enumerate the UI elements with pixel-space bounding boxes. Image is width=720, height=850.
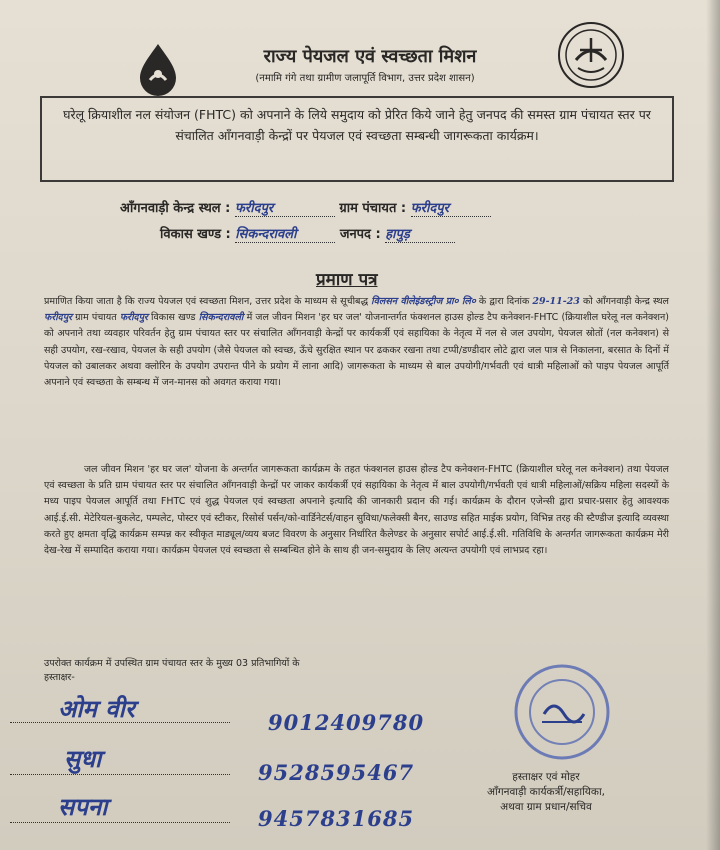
centre2-value: फरीदपुर — [44, 312, 72, 324]
gp2-value: फरीदपुर — [119, 312, 148, 324]
signatory-line-1: हस्ताक्षर एवं मोहर — [512, 771, 580, 783]
certificate-paragraph-1 — [44, 294, 669, 391]
block-field — [160, 224, 455, 243]
signatory-block — [436, 770, 656, 815]
page-edge-shadow — [706, 0, 720, 850]
para1-text-f: में जल जीवन मिशन 'हर घर जल' योजनान्तर्गत फंक्शनल हाउस होल्ड टैप कनेक्शन-FHTC (क्रियाशील घरेलू नल कनेक्शन) को अपनाने तथा व्यवहार परिवर्तन हेतु ग्राम पंचायत स्तर पर संचालित आँगनवाड़ी केन्द्रों पर कार्यकर्त्री एवं सहायिका के नेतृत्व में नल से जल उपयोग, पेयजल स्रोतों (नल कनेक्शन) से सही उपयोग, रख-रखाव, पेयजल के सही उपयोग (जैसे पेयजल को स्वच्छ, ऊँचे सुरक्षित स्थान पर ढककर रखना तथा टप्पी/डण्डीदार लोटे द्वारा जल पात्र से निकालना, बरसात के दिनों में पेयजल को उबालकर अथवा क्लोरिन के उपयोग उपरान्त पीने के प्रयोग में लाना आदि) जागरूकता के माध्यम से बाल उपयोगी/गर्भवती एवं धात्री महिलाओं को पाइप पेयजल आपूर्ति अपनाने एवं स्वच्छता के सम्बन्ध में जन-मानस को अवगत कराया गया। — [44, 312, 669, 389]
agency-value: विलसन वीलेइंडस्ट्रीज प्रा० लि० — [371, 296, 476, 307]
gp-value: फरीदपुर — [411, 198, 491, 217]
participants-intro-text: उपरोक्त कार्यक्रम में उपस्थित ग्राम पंचायत स्तर के मुख्य 03 प्रतिभागियों के — [44, 658, 300, 669]
signatory-line-2: आँगनवाड़ी कार्यकर्त्री/सहायिका, — [486, 786, 606, 798]
participants-sign-label: हस्ताक्षर- — [44, 672, 75, 683]
subject-text: घरेलू क्रियाशील नल संयोजन (FHTC) को अपनाने के लिये समुदाय को प्रेरित किये जाने हेतु जनपद की समस्त ग्राम पंचायत स्तर पर संचालित आँगनवाड़ी केन्द्रों पर पेयजल एवं स्वच्छता सम्बन्धी जागरूकता कार्यक्रम। — [63, 107, 651, 143]
certificate-paragraph-2: जल जीवन मिशन 'हर घर जल' योजना के अन्तर्गत जागरूकता कार्यक्रम के तहत फंक्शनल हाउस होल्ड टैप कनेक्शन-FHTC (क्रियाशील घरेलू नल कनेक्शन) तथा पेयजल एवं स्वच्छता के प्रति ग्राम पंचायत स्तर पर संचालित आँगनवाड़ी केन्द्रों पर जाकर कार्यकर्त्री एवं सहायिका के नेतृत्व में बाल उपयोगी/गर्भवती एवं धात्री महिलाओं/सक्रिय महिला सदस्यों के मध्य पाइप पेयजल आपूर्ति तथा FHTC एवं शुद्ध पेयजल एवं स्वच्छता अपनाने इत्यादि की जानकारी प्रदान की गई। कार्यक्रम के दौरान एजेन्सी द्वारा प्रचार-प्रसार हेतु आवश्यक आई.ई.सी. मेटेरियल-बुकलेट, पम्पलेट, पोस्टर एवं स्टीकर, रिसोर्स पर्सन/को-वार्डिनेटर्स/वाहन सुविधा/फलेक्सी बैनर, साउण्ड सहित माईक प्रयोग, विभिन्न तरह की स्टैण्डीज इत्यादि व्यवस्था करते हुए क्षमता वृद्धि कार्यक्रम सम्पन्न कर स्वीकृत माड्यूल/व्यय बजट विवरण के अनुसार निर्धारित कैलेण्डर के अनुसार सपोर्ट आई.ई.सी. गतिविधि के अन्तर्गत जागरूकता कार्यक्रम मेरी देख-रेख में सम्पादित कराया गया। कार्यक्रम पेयजल एवं स्वच्छता से सम्बन्धित होने के साथ ही जन-समुदाय के लिए अत्यन्त उपयोगी एवं लाभप्रद रहा। — [44, 464, 669, 557]
date-value: 29-11-23 — [532, 296, 580, 307]
subject-box — [40, 96, 674, 182]
signature-line-3 — [10, 822, 230, 823]
circular-seal-stamp-icon — [512, 662, 612, 762]
participants-intro — [44, 657, 300, 685]
para1-text-d: ग्राम पंचायत — [72, 312, 120, 324]
signatory-line-3: अथवा ग्राम प्रधान/सचिव — [500, 801, 592, 813]
centre-field — [120, 198, 491, 217]
centre-label: आँगनवाड़ी केन्द्र स्थल : — [120, 201, 231, 216]
org-subtitle: (नमामि गंगे तथा ग्रामीण जलापूर्ति विभाग, उत्तर प्रदेश शासन) — [255, 73, 475, 84]
district-value: हापुड़ — [385, 224, 455, 243]
signature-line-2 — [10, 774, 230, 775]
water-drop-logo-icon — [128, 40, 188, 100]
certificate-title: प्रमाण पत्र — [316, 270, 378, 290]
gp-label: ग्राम पंचायत : — [339, 201, 407, 216]
para1-text-b: के द्वारा दिनांक — [475, 296, 533, 307]
org-title: राज्य पेयजल एवं स्वच्छता मिशन — [263, 46, 477, 67]
centre-value: फरीदपुर — [235, 198, 335, 217]
participant-3-phone: 9457831685 — [258, 806, 415, 831]
participant-1-phone: 9012409780 — [268, 710, 425, 735]
participant-1-name: ओम वीर — [58, 694, 135, 723]
para1-text-e: विकास खण्ड — [147, 312, 199, 324]
participant-2-phone: 9528595467 — [258, 760, 415, 785]
para1-text-c: को आँगनवाड़ी केन्द्र स्थल — [579, 296, 669, 307]
up-government-emblem-icon — [556, 20, 626, 90]
district-label: जनपद : — [339, 227, 381, 242]
participant-3-name: सपना — [58, 792, 108, 821]
block2-value: सिकन्दरावली — [198, 312, 244, 324]
block-label: विकास खण्ड : — [160, 227, 231, 242]
para1-text-a: प्रमाणित किया जाता है कि राज्य पेयजल एवं स्वच्छता मिशन, उत्तर प्रदेश के माध्यम से सूचीबद्ध — [44, 296, 372, 307]
block-value: सिकन्दरावली — [235, 224, 335, 243]
participant-2-name: सुधा — [64, 744, 102, 773]
